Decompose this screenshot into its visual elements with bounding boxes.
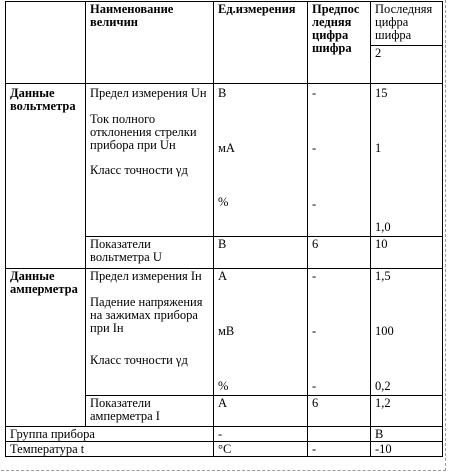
voltmeter-units-cell <box>214 84 308 237</box>
ammeter-row-0-prelast: - <box>312 269 317 283</box>
ammeter-row-0-last: 1,5 <box>375 269 391 283</box>
header-unit: Ед.измерения <box>214 2 308 84</box>
voltmeter-row-2-unit: % <box>218 195 229 209</box>
voltmeter-last-cell <box>371 84 443 237</box>
footer-row-1-last: -10 <box>371 442 443 457</box>
footer-row-0-unit: - <box>214 427 308 442</box>
ammeter-prelast-cell <box>308 269 371 396</box>
ammeter-row-1-last: 100 <box>375 324 394 338</box>
voltmeter-row-2-name: Класс точности γд <box>90 163 188 177</box>
footer-row-0-prelast <box>308 427 371 442</box>
footer-row-group <box>6 427 443 442</box>
voltmeter-row-0-unit: В <box>218 86 227 100</box>
voltmeter-data-row <box>6 84 443 237</box>
ammeter-row-2-unit: % <box>218 379 229 393</box>
ammeter-reading-last: 1,2 <box>371 396 443 427</box>
footer-row-1-unit: °С <box>214 442 308 457</box>
ammeter-row-0-name: Предел измерения Iн <box>90 269 202 283</box>
ammeter-reading-prelast: 6 <box>308 396 371 427</box>
ammeter-group-label: Данные амперметра <box>6 269 86 427</box>
footer-row-1-name: Температура t <box>6 442 214 457</box>
voltmeter-row-1-unit: мА <box>218 141 235 155</box>
footer-row-0-name: Группа прибора <box>6 427 214 442</box>
voltmeter-row-1-name: Ток полного отклонения стрелки прибора при Uн <box>90 112 197 152</box>
voltmeter-reading-unit: В <box>214 237 308 269</box>
ammeter-reading-name: Показатели амперметра I <box>86 396 214 427</box>
header-prelast: Предпос ледняя цифра шифра <box>308 2 371 84</box>
voltmeter-row-0-name: Предел измерения Uн <box>90 86 207 100</box>
header-name: Наименование величин <box>86 2 214 84</box>
header-last: Последняя цифра шифра <box>375 2 433 42</box>
ammeter-row-2-prelast: - <box>312 379 317 393</box>
voltmeter-row-1-last: 1 <box>375 141 382 155</box>
footer-row-temperature <box>6 442 443 457</box>
ammeter-units-cell <box>214 269 308 396</box>
header-last-sub: 2 <box>371 45 442 71</box>
ammeter-names-cell <box>86 269 214 396</box>
voltmeter-names-cell <box>86 84 214 237</box>
header-row <box>6 2 443 84</box>
voltmeter-prelast-cell <box>308 84 371 237</box>
voltmeter-reading-last: 10 <box>371 237 443 269</box>
footer-row-0-last: В <box>371 427 443 442</box>
voltmeter-row-0-prelast: - <box>312 86 317 100</box>
voltmeter-row-0-last: 15 <box>375 86 388 100</box>
voltmeter-row-2-last: 1,0 <box>375 220 391 234</box>
ammeter-last-cell <box>371 269 443 396</box>
ammeter-row-1-unit: мВ <box>218 324 235 338</box>
voltmeter-group-label: Данные вольтметра <box>6 84 86 269</box>
ammeter-row-1-name: Падение напряжения на зажимах прибора при Iн <box>90 295 203 335</box>
ammeter-row-1-prelast: - <box>312 324 317 338</box>
ammeter-row-2-last: 0,2 <box>375 379 391 393</box>
header-last-cell <box>371 2 443 84</box>
voltmeter-row-2-prelast: - <box>312 197 317 211</box>
voltmeter-reading-prelast: 6 <box>308 237 371 269</box>
header-empty-cell <box>6 2 86 84</box>
parameters-table <box>5 1 443 457</box>
footer-row-1-prelast: - <box>308 442 371 457</box>
voltmeter-reading-name: Показатели вольтметра U <box>86 237 214 269</box>
voltmeter-row-1-prelast: - <box>312 141 317 155</box>
ammeter-row-2-name: Класс точности γд <box>90 353 188 367</box>
ammeter-reading-unit: А <box>214 396 308 427</box>
ammeter-data-row <box>6 269 443 396</box>
ammeter-row-0-unit: А <box>218 269 228 283</box>
